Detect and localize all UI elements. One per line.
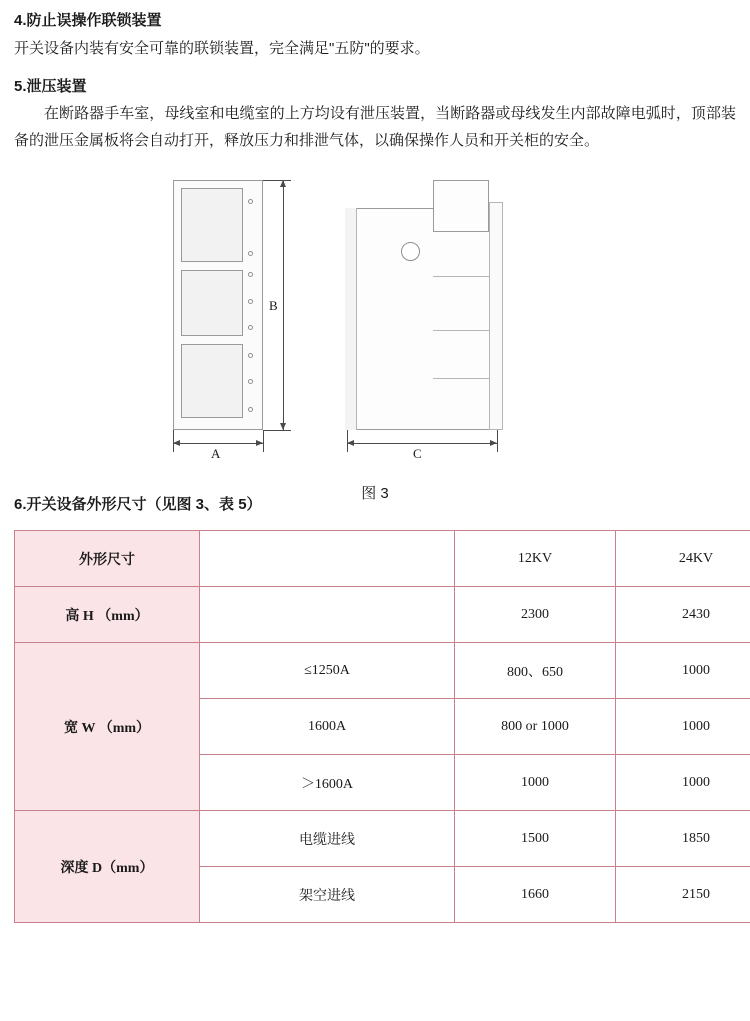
row-sub: ＞1600A: [200, 755, 455, 811]
section-4-heading: 4.防止误操作联锁装置: [14, 12, 162, 29]
row-value-12kv: 1660: [455, 867, 616, 923]
hinge-dot: [248, 353, 253, 358]
hinge-dot: [248, 407, 253, 412]
cabinet-front-view: [173, 180, 263, 430]
table-header-sub: [200, 531, 455, 587]
table-row: [15, 643, 750, 699]
cabinet-side-view: [345, 208, 490, 430]
row-sub: ≤1250A: [200, 643, 455, 699]
row-value-12kv: 2300: [455, 587, 616, 643]
cabinet-divider: [433, 276, 489, 277]
section-5-paragraph: 在断路器手车室，母线室和电缆室的上方均设有泄压装置，当断路器或母线发生内部故障电弧时，顶部装备的泄压金属板将会自动打开，释放压力和排泄气体，以确保操作人员和开关柜的安全。: [14, 105, 736, 149]
row-label-height: 高 H （mm）: [15, 587, 200, 643]
dimension-label-a: A: [211, 445, 221, 461]
hinge-dot: [248, 272, 253, 277]
dimension-label-b: B: [269, 297, 278, 313]
dimension-tick-a-right: [263, 430, 264, 452]
section-6-heading: 6.开关设备外形尺寸（见图 3、表 5）: [14, 495, 262, 513]
cabinet-divider: [433, 378, 489, 379]
row-sub: 架空进线: [200, 867, 455, 923]
hinge-dot: [248, 199, 253, 204]
cabinet-panel-middle: [181, 270, 243, 336]
dimension-tick-bottom: [263, 430, 291, 431]
row-sub: 1600A: [200, 699, 455, 755]
hinge-dot: [248, 251, 253, 256]
row-value-24kv: 1000: [616, 755, 750, 811]
row-value-24kv: 2150: [616, 867, 750, 923]
table-header-col1: 12KV: [455, 531, 616, 587]
figure-3: [14, 180, 736, 502]
row-value-12kv: 1000: [455, 755, 616, 811]
table-header-col2: 24KV: [616, 531, 750, 587]
row-value-24kv: 1850: [616, 811, 750, 867]
cabinet-rear-column: [489, 202, 503, 430]
row-sub: [200, 587, 455, 643]
dimension-line-b: [283, 180, 284, 430]
cabinet-side-strip: [345, 208, 357, 430]
hinge-dot: [248, 325, 253, 330]
cabinet-divider: [433, 330, 489, 331]
hinge-dot: [248, 379, 253, 384]
spacer: [14, 62, 736, 76]
table-row: [15, 811, 750, 867]
dimensions-table: [14, 530, 750, 923]
row-value-24kv: 1000: [616, 699, 750, 755]
row-label-depth: 深度 D（mm）: [15, 811, 200, 923]
dimension-tick-top: [263, 180, 291, 181]
knob-icon: [401, 242, 420, 261]
dimension-tick-c-right: [497, 430, 498, 452]
dimension-line-a: [173, 443, 263, 444]
row-label-width: 宽 W （mm）: [15, 643, 200, 811]
dimension-line-c: [347, 443, 497, 444]
cabinet-panel-lower: [181, 344, 243, 418]
row-value-12kv: 1500: [455, 811, 616, 867]
table-header-label: 外形尺寸: [15, 531, 200, 587]
dimension-label-c: C: [413, 445, 422, 461]
section-4-paragraph: 开关设备内装有安全可靠的联锁装置，完全满足"五防"的要求。: [14, 39, 430, 57]
row-value-24kv: 1000: [616, 643, 750, 699]
row-sub: 电缆进线: [200, 811, 455, 867]
row-value-24kv: 2430: [616, 587, 750, 643]
row-value-12kv: 800、650: [455, 643, 616, 699]
section-5-heading: 5.泄压装置: [14, 77, 87, 95]
hinge-dot: [248, 299, 253, 304]
figure-drawing: [165, 180, 585, 470]
figure-caption: 图 3: [361, 484, 389, 502]
cabinet-top-box: [433, 180, 489, 232]
table-row-header: [15, 531, 750, 587]
section-6: [14, 494, 736, 924]
cabinet-panel-upper: [181, 188, 243, 262]
table-row: [15, 587, 750, 643]
row-value-12kv: 800 or 1000: [455, 699, 616, 755]
